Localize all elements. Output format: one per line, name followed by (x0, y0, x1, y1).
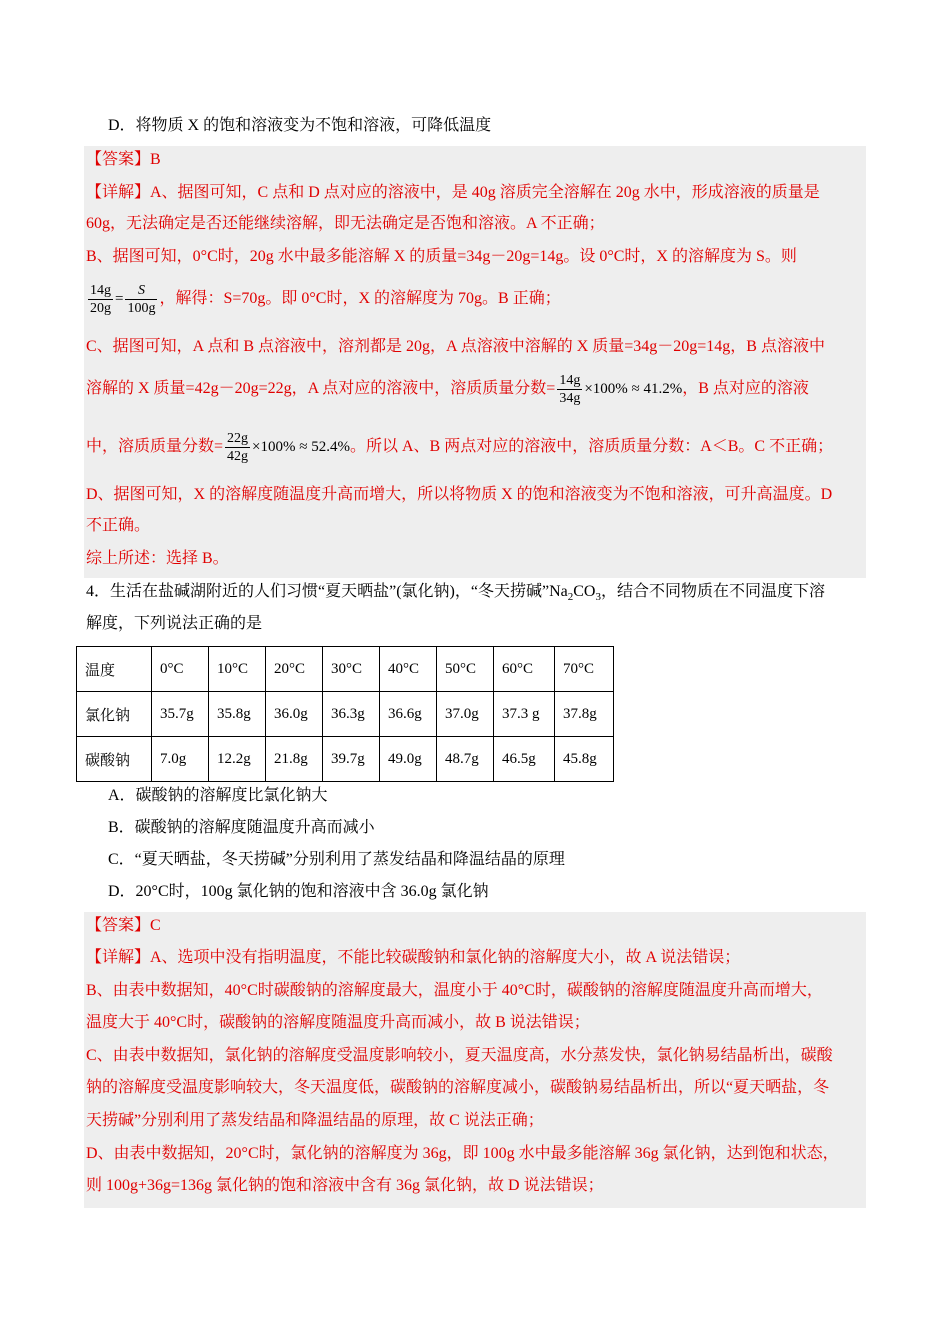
table-cell: 碳酸钠 (77, 737, 152, 782)
table-cell: 70°C (555, 647, 614, 692)
q4-detail-line: 则 100g+36g=136g 氯化钠的饱和溶液中含有 36g 氯化钠，故 D 说法错误； (86, 1177, 604, 1194)
table-cell: 46.5g (494, 737, 555, 782)
q4-detail-line: C、由表中数据知，氯化钠的溶解度受温度影响较小，夏天温度高，水分蒸发快，氯化钠易结晶析出，碳酸 (86, 1047, 833, 1064)
q4-detail-line: 温度大于 40°C时，碳酸钠的溶解度随温度升高而减小，故 B 说法错误； (86, 1014, 590, 1031)
table-row (77, 737, 614, 782)
q4-detail-line: 天捞碱”分别利用了蒸发结晶和降温结晶的原理，故 C 说法正确； (86, 1112, 544, 1129)
table-cell: 37.0g (437, 692, 494, 737)
percent-expression: ×100% ≈ 41.2% (584, 381, 683, 398)
q3-equation-line (86, 372, 809, 407)
table-cell: 氯化钠 (77, 692, 152, 737)
q3-answer-block (84, 146, 866, 578)
percent-expression: ×100% ≈ 52.4% (252, 439, 350, 456)
q3-detail-line: 【详解】A、据图可知，C 点和 D 点对应的溶液中，是 40g 溶质完全溶解在 20g 水中，形成溶液的质量是 (86, 184, 820, 201)
q4-detail-line: B、由表中数据知，40°C时碳酸钠的溶解度最大，温度小于 40°C时，碳酸钠的溶解度随温度升高而增大， (86, 982, 823, 999)
fraction: $\frac{22g}{42g}$ (227, 431, 249, 464)
q4-stem: 解度，下列说法正确的是 (86, 615, 263, 632)
q3-answer: 【答案】B (86, 151, 161, 168)
q4-option-a: A．碳酸钠的溶解度比氯化钠大 (108, 787, 328, 804)
table-row (77, 692, 614, 737)
q3-detail-text: 。所以 A、B 两点对应的溶液中，溶质质量分数：A＜B。C 不正确； (349, 438, 834, 456)
table-cell: 50°C (437, 647, 494, 692)
table-cell: 36.3g (323, 692, 380, 737)
table-cell: 40°C (380, 647, 437, 692)
table-cell: 30°C (323, 647, 380, 692)
q3-option-d: D．将物质 X 的饱和溶液变为不饱和溶液，可降低温度 (108, 117, 492, 134)
table-cell: 36.6g (380, 692, 437, 737)
q3-equation-line (86, 430, 833, 465)
table-cell: 温度 (77, 647, 152, 692)
q4-option-d: D．20°C时，100g 氯化钠的饱和溶液中含 36.0g 氯化钠 (108, 883, 489, 900)
q4-detail-line: D、由表中数据知，20°C时，氯化钠的溶解度为 36g，即 100g 水中最多能溶解 36g 氯化钠，达到饱和状态， (86, 1145, 839, 1162)
fraction: $\frac{14g}{34g}$ (559, 373, 581, 406)
table-cell: 36.0g (266, 692, 323, 737)
q3-detail-text: 中，溶质质量分数= (86, 438, 224, 456)
table-header-row (77, 647, 614, 692)
table-cell: 60°C (494, 647, 555, 692)
table-cell: 48.7g (437, 737, 494, 782)
q3-detail-text: ，解得：S=70g。即 0°C时，X 的溶解度为 70g。B 正确； (159, 290, 561, 308)
solubility-table (76, 646, 614, 782)
table-cell: 45.8g (555, 737, 614, 782)
q4-option-b: B．碳酸钠的溶解度随温度升高而减小 (108, 819, 375, 836)
table-cell: 0°C (152, 647, 209, 692)
table-cell: 20°C (266, 647, 323, 692)
q3-detail-line: C、据图可知，A 点和 B 点溶液中，溶剂都是 20g，A 点溶液中溶解的 X 质量=34g－20g=14g，B 点溶液中 (86, 338, 825, 355)
q3-detail-text: 溶解的 X 质量=42g－20g=22g，A 点对应的溶液中，溶质质量分数= (86, 380, 556, 398)
q3-summary: 综上所述：选择 B。 (86, 550, 229, 567)
q3-detail-line: D、据图可知，X 的溶解度随温度升高而增大，所以将物质 X 的饱和溶液变为不饱和溶液，可升高温度。D (86, 486, 833, 503)
table-cell: 49.0g (380, 737, 437, 782)
table-cell: 35.7g (152, 692, 209, 737)
q4-stem: 4．生活在盐碱湖附近的人们习惯“夏天晒盐”(氯化钠)，“冬天捞碱$”Na_2CO_3$，结合不同物质在不同温度下溶 (86, 583, 825, 604)
fraction: $\frac{S}{100g}$ (127, 283, 156, 316)
table-cell: 39.7g (323, 737, 380, 782)
q3-equation-line: $\frac{14g}{20g}$ = $\frac{S}{100g}$ ，解得：S=70g。即 0°C时，X 的溶解度为 70g。B 正确； (90, 283, 561, 316)
q4-option-c: C．“夏天晒盐，冬天捞碱”分别利用了蒸发结晶和降温结晶的原理 (108, 851, 565, 868)
table-cell: 7.0g (152, 737, 209, 782)
q4-detail-line: 钠的溶解度受温度影响较大，冬天温度低，碳酸钠的溶解度减小，碳酸钠易结晶析出，所以“夏天晒盐，冬 (86, 1079, 830, 1096)
q4-answer: 【答案】C (86, 917, 161, 934)
table-cell: 37.8g (555, 692, 614, 737)
table-cell: 10°C (209, 647, 266, 692)
table-cell: 12.2g (209, 737, 266, 782)
q3-detail-text: ，B 点对应的溶液 (682, 380, 809, 398)
q3-detail-line: 60g，无法确定是否还能继续溶解，即无法确定是否饱和溶液。A 不正确； (86, 215, 605, 232)
table-cell: 37.3 g (494, 692, 555, 737)
q3-detail-line: B、据图可知，0°C时，20g 水中最多能溶解 X 的质量=34g－20g=14g。设 0°C时，X 的溶解度为 S。则 (86, 248, 797, 265)
q4-detail-line: 【详解】A、选项中没有指明温度，不能比较碳酸钠和氯化钠的溶解度大小，故 A 说法错误； (86, 949, 741, 966)
table-cell: 21.8g (266, 737, 323, 782)
q3-detail-line: 不正确。 (86, 517, 151, 534)
table-cell: 35.8g (209, 692, 266, 737)
fraction: $\frac{14g}{20g}$ (90, 283, 111, 316)
